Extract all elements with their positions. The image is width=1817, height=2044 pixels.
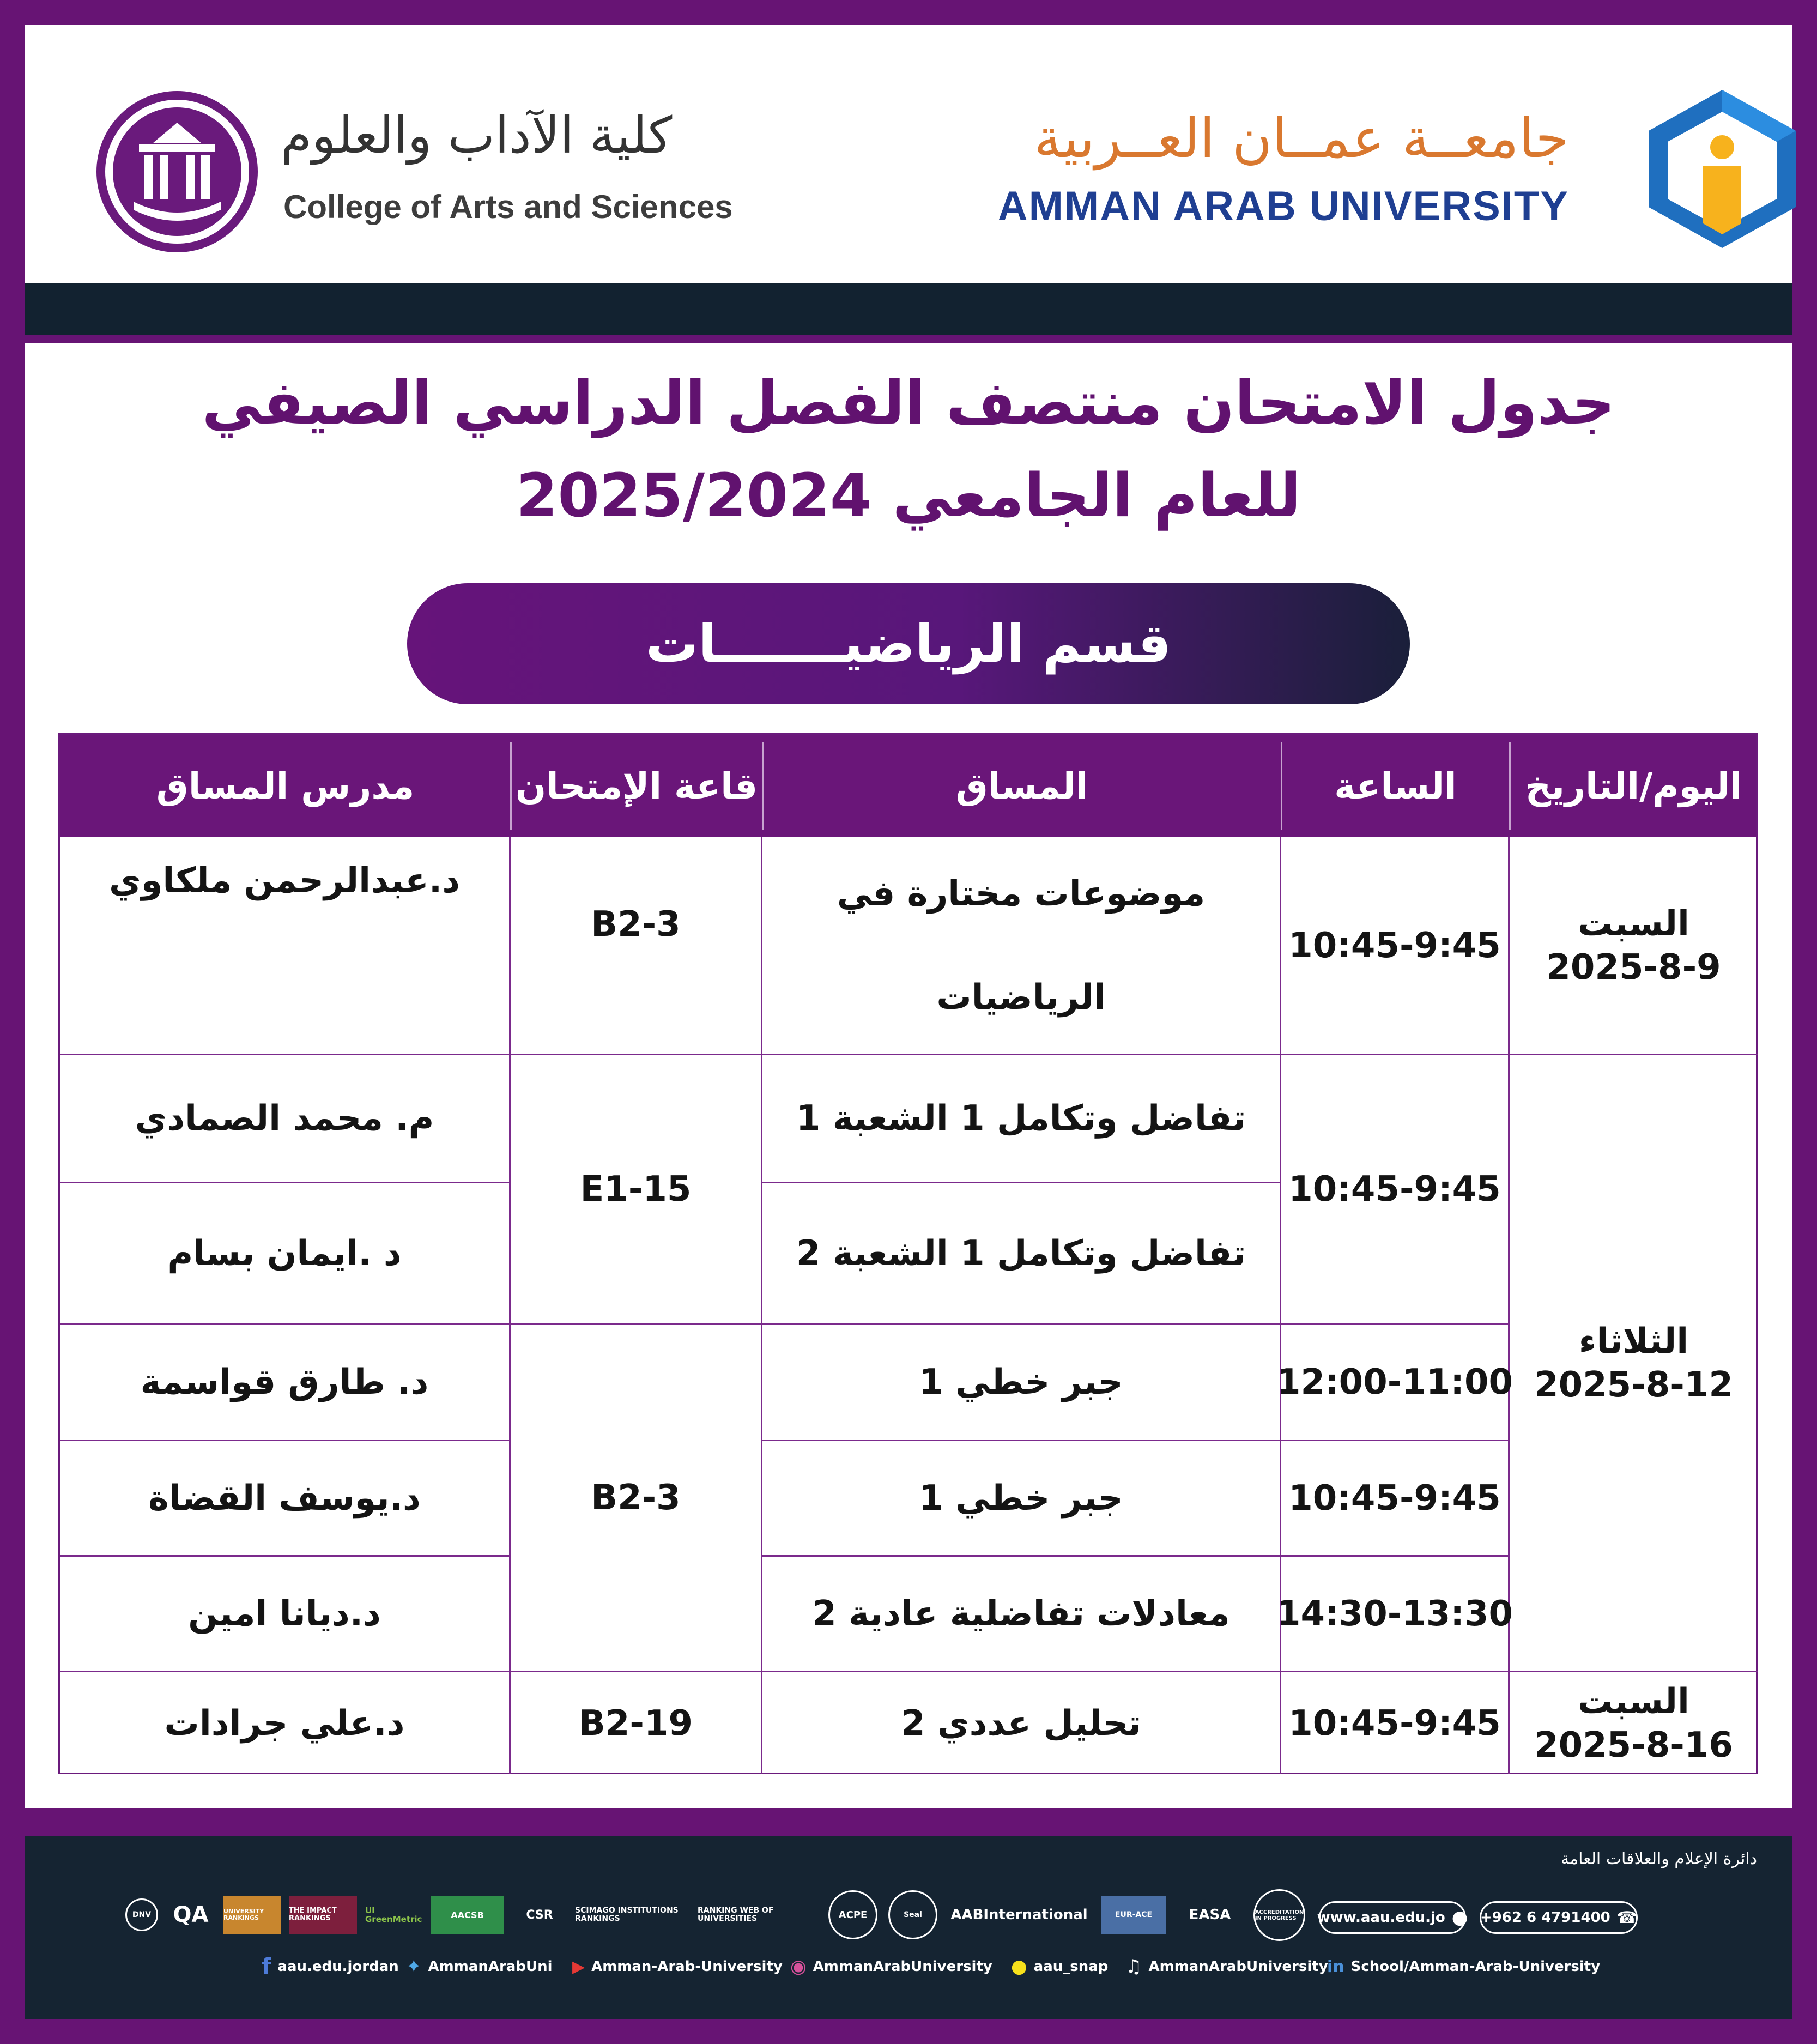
course-cell — [762, 837, 1281, 1055]
tiktok-icon: ♫ — [1125, 1956, 1142, 1978]
date-label: 2025-8-16 — [1534, 1725, 1733, 1765]
linkedin-icon: in — [1327, 1957, 1344, 1976]
dnv-badge: DNV — [125, 1898, 158, 1931]
phone-link[interactable] — [1480, 1901, 1638, 1934]
greenmetric-badge: UI GreenMetric — [365, 1905, 422, 1924]
department-banner: قسم الرياضيـــــــات — [407, 583, 1410, 704]
university-rankings-badge: UNIVERSITY RANKINGS — [223, 1896, 281, 1934]
accreditation-progress-badge: ACCREDITATION IN PROGRESS — [1253, 1889, 1305, 1941]
facebook-icon: f — [262, 1954, 271, 1979]
hall-cell: B2-3 — [511, 1325, 762, 1672]
header — [25, 25, 1792, 283]
exam-schedule-table — [58, 733, 1758, 1774]
instructor-cell: د. طارق قواسمة — [60, 1325, 511, 1441]
aacsb-badge: AACSB — [431, 1896, 504, 1934]
easa-badge: EASA — [1189, 1907, 1231, 1923]
snapchat-handle: aau_snap — [1033, 1958, 1109, 1975]
day-date-cell — [1510, 837, 1758, 1055]
date-label: 2025-8-9 — [1546, 947, 1721, 988]
facebook-handle: aau.edu.jordan — [277, 1958, 399, 1975]
footer — [25, 1836, 1792, 2019]
linkedin-handle: School/Amman-Arab-University — [1350, 1958, 1601, 1975]
header-time: الساعة — [1334, 765, 1457, 807]
instructor-cell: م. محمد الصمادي — [60, 1055, 511, 1183]
university-name-en: AMMAN ARAB UNIVERSITY — [997, 183, 1569, 229]
website-link[interactable] — [1319, 1901, 1466, 1934]
time-cell: 10:45-9:45 — [1281, 1055, 1510, 1325]
phone-text: +962 6 4791400 — [1480, 1909, 1610, 1926]
qa-badge: QA — [173, 1902, 209, 1927]
university-name-ar: جامعــة عمــان العــربية — [1034, 106, 1569, 170]
acpe-badge: ACPE — [828, 1890, 877, 1939]
instructor-cell: د.علي جرادات — [60, 1672, 511, 1774]
course-cell: جبر خطي 1 — [762, 1325, 1281, 1441]
course-cell: جبر خطي 1 — [762, 1441, 1281, 1557]
header-divider-band — [25, 283, 1792, 335]
instagram-icon: ◉ — [790, 1956, 807, 1978]
header-separator — [762, 742, 764, 830]
date-label: 2025-8-12 — [1534, 1364, 1733, 1405]
instagram-handle: AmmanArabUniversity — [813, 1958, 992, 1975]
linkedin-link[interactable] — [1327, 1953, 1600, 1980]
day-date-cell — [1510, 1055, 1758, 1672]
course-cell: تفاضل وتكامل 1 الشعبة 2 — [762, 1183, 1281, 1325]
ranking-web-badge: RANKING WEB OF UNIVERSITIES — [698, 1906, 774, 1923]
twitter-link[interactable] — [406, 1953, 553, 1980]
phone-icon: ☎ — [1616, 1908, 1638, 1927]
time-cell: 10:45-9:45 — [1281, 1672, 1510, 1774]
youtube-link[interactable] — [572, 1953, 783, 1980]
page-title: جدول الامتحان منتصف الفصل الدراسي الصيفي — [202, 368, 1615, 438]
social-links — [262, 1948, 1624, 1986]
course-cell: تفاضل وتكامل 1 الشعبة 1 — [762, 1055, 1281, 1183]
website-text: www.aau.edu.jo — [1317, 1909, 1445, 1926]
instructor-cell: د.عبدالرحمن ملكاوي — [60, 837, 511, 1055]
accreditation-badges — [125, 1885, 1706, 1945]
time-cell: 14:30-13:30 — [1281, 1557, 1510, 1672]
hall-cell: B2-3 — [511, 837, 762, 1055]
department-note: دائرة الإعلام والعلاقات العامة — [1560, 1849, 1757, 1868]
twitter-icon: ✦ — [406, 1956, 422, 1978]
header-day-date: اليوم/التاريخ — [1525, 765, 1742, 807]
course-cell: تحليل عددي 2 — [762, 1672, 1281, 1774]
header-course: المساق — [955, 765, 1088, 807]
instructor-cell: د.يوسف القضاة — [60, 1441, 511, 1557]
table-header-row — [60, 735, 1756, 837]
university-logo — [1643, 84, 1801, 251]
day-label: السبت — [1578, 1681, 1689, 1722]
course-name-line: الرياضيات — [936, 977, 1106, 1018]
day-label: السبت — [1578, 903, 1689, 944]
seal-badge: Seal — [888, 1890, 937, 1939]
aab-international-badge: AABInternational — [950, 1907, 1088, 1923]
header-instructor: مدرس المساق — [156, 765, 415, 807]
instructor-cell: د.ديانا امين — [60, 1557, 511, 1672]
header-separator — [1281, 742, 1282, 830]
time-cell: 10:45-9:45 — [1281, 837, 1510, 1055]
course-name-line: موضوعات مختارة في — [837, 873, 1206, 914]
day-label: الثلاثاء — [1578, 1321, 1689, 1362]
tiktok-link[interactable] — [1125, 1953, 1328, 1980]
college-logo — [95, 90, 259, 253]
scimago-badge: SCIMAGO INSTITUTIONS RANKINGS — [575, 1906, 679, 1923]
hall-cell: E1-15 — [511, 1055, 762, 1325]
college-name-ar: كلية الآداب والعلوم — [281, 106, 673, 165]
facebook-link[interactable] — [262, 1953, 399, 1980]
eur-ace-badge: EUR-ACE — [1101, 1896, 1166, 1934]
snapchat-icon: ● — [1011, 1956, 1027, 1978]
instagram-link[interactable] — [790, 1953, 992, 1980]
time-cell: 12:00-11:00 — [1281, 1325, 1510, 1441]
snapchat-link[interactable] — [1011, 1953, 1108, 1980]
instructor-cell: د .ايمان بسام — [60, 1183, 511, 1325]
tiktok-handle: AmmanArabUniversity — [1148, 1958, 1328, 1975]
college-name-en: College of Arts and Sciences — [283, 189, 733, 225]
page-subtitle: للعام الجامعي 2025/2024 — [516, 461, 1301, 530]
header-hall: قاعة الإمتحان — [515, 765, 758, 807]
youtube-icon: ▶ — [572, 1957, 585, 1976]
globe-icon: ● — [1451, 1907, 1468, 1928]
schedule-content — [25, 343, 1792, 1808]
course-cell: معادلات تفاضلية عادية 2 — [762, 1557, 1281, 1672]
header-separator — [1509, 742, 1511, 830]
time-cell: 10:45-9:45 — [1281, 1441, 1510, 1557]
youtube-handle: Amman-Arab-University — [591, 1958, 783, 1975]
csr-badge: CSR — [526, 1908, 553, 1922]
the-impact-rankings-badge: THE IMPACT RANKINGS — [289, 1896, 357, 1934]
header-separator — [510, 742, 512, 830]
hall-cell: B2-19 — [511, 1672, 762, 1774]
twitter-handle: AmmanArabUni — [428, 1958, 553, 1975]
day-date-cell — [1510, 1672, 1758, 1774]
